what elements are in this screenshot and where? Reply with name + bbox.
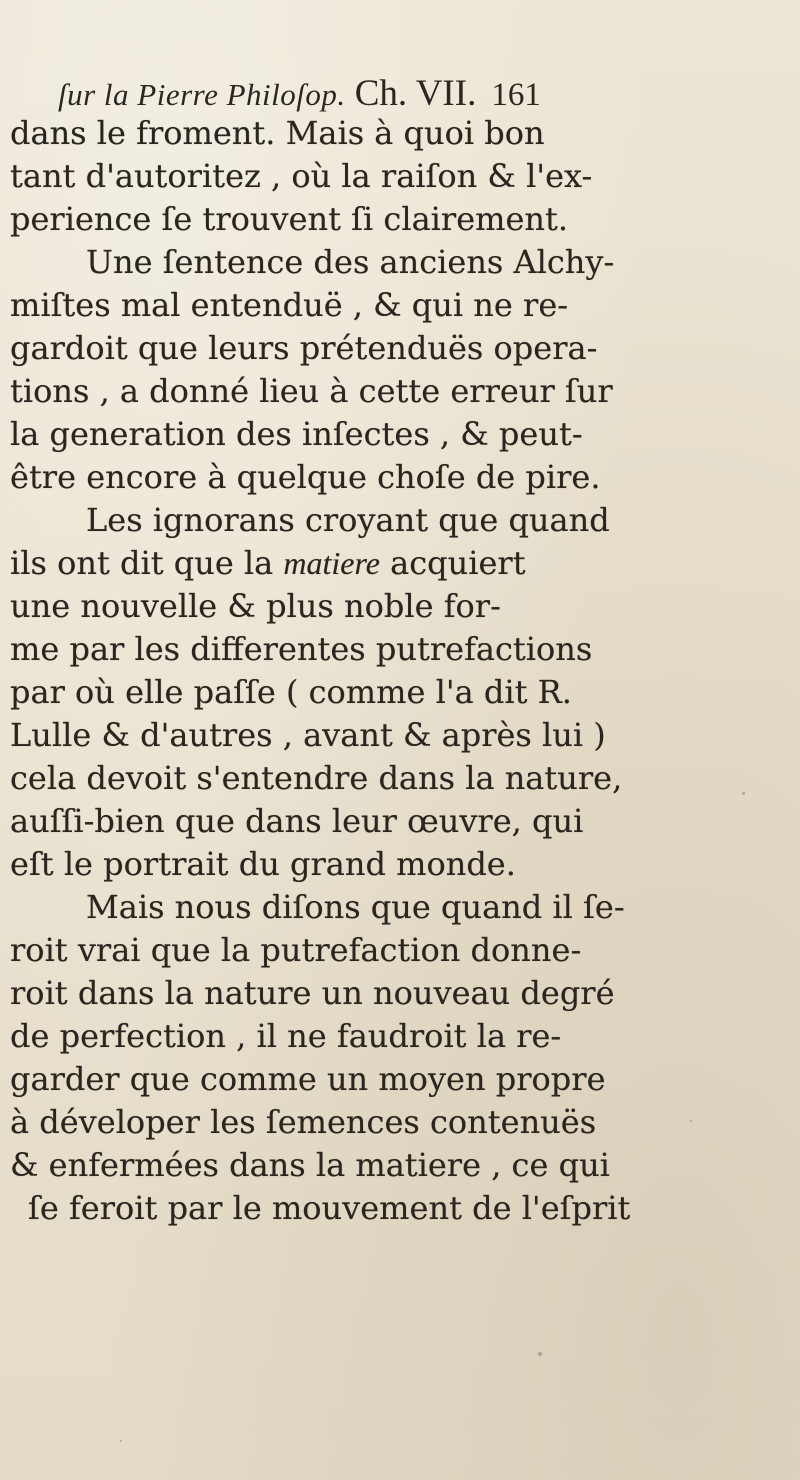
italic-word: matiere	[283, 545, 380, 581]
text-line: gardoit que leurs prétenduës opera-	[10, 329, 598, 367]
paper-speck	[120, 1440, 122, 1442]
text-line: auſſi-bien que dans leur œuvre, qui	[10, 802, 584, 840]
paragraph-start-line: Les ignorans croyant que quand	[86, 501, 610, 539]
text-line: cela devoit s'entendre dans la nature,	[10, 759, 623, 797]
text-line: être encore à quelque choſe de pire.	[10, 458, 601, 496]
text-line: perience ſe trouvent ſi clairement.	[10, 200, 569, 238]
text-line: ſe feroit par le mouvement de l'eſprit	[28, 1189, 631, 1227]
text-line: une nouvelle & plus noble for-	[10, 587, 501, 625]
chapter-number: Ch. VII.	[354, 73, 477, 114]
text-line: miſtes mal entenduë , & qui ne re-	[10, 286, 569, 324]
text-line: roit dans la nature un nouveau degré	[10, 974, 615, 1012]
text-line: Lulle & d'autres , avant & après lui )	[10, 716, 606, 754]
text-line: de perfection , il ne faudroit la re-	[10, 1017, 562, 1055]
text-line: eſt le portrait du grand monde.	[10, 845, 516, 883]
paragraph-start-line: Une ſentence des anciens Alchy-	[86, 243, 615, 281]
text-line: par où elle paſſe ( comme l'a dit R.	[10, 673, 572, 711]
paper-speck	[538, 1352, 542, 1356]
text-line: tions , a donné lieu à cette erreur ſur	[10, 372, 613, 410]
paragraph-start-line: Mais nous diſons que quand il ſe-	[86, 888, 625, 926]
text-line-with-italic	[10, 542, 795, 585]
text-segment: acquiert	[390, 544, 526, 582]
text-line: & enfermées dans la matiere , ce qui	[10, 1146, 610, 1184]
text-line: me par les differentes putrefactions	[10, 630, 593, 668]
text-line: la generation des inſectes , & peut-	[10, 415, 583, 453]
text-line: tant d'autoritez , où la raiſon & l'ex-	[10, 157, 593, 195]
text-line: dans le froment. Mais à quoi bon	[10, 114, 545, 152]
text-line: à déveloper les ſemences contenuës	[10, 1103, 597, 1141]
page-number: 161	[491, 77, 541, 113]
text-segment: ils ont dit que la	[10, 544, 274, 582]
text-line: garder que comme un moyen propre	[10, 1060, 606, 1098]
body-text	[10, 112, 795, 1230]
text-line: roit vrai que la putrefaction donne-	[10, 931, 582, 969]
running-title: ſur la Pierre Philoſop.	[58, 77, 346, 112]
